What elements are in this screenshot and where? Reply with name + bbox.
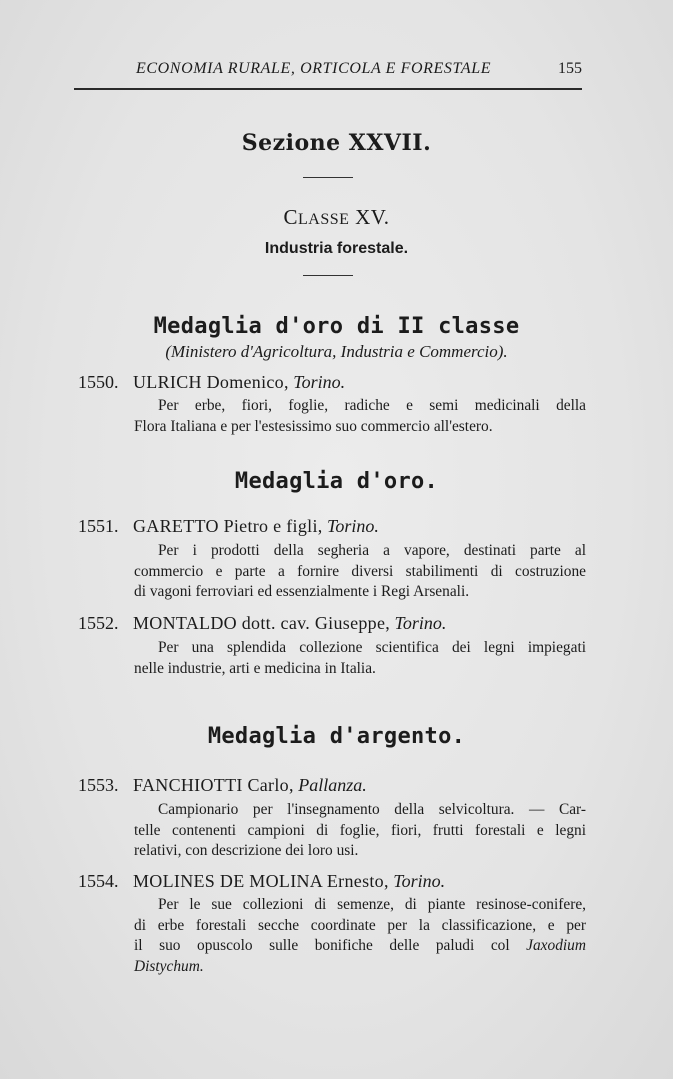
description-line: Per una splendida collezione scientifica dei legni impiegati <box>158 639 586 656</box>
description-line: commercio e parte a fornire diversi stabilimenti di costruzione <box>134 562 586 580</box>
entry-place: Torino. <box>393 871 446 891</box>
description-line: relativi, con descrizione dei loro usi. <box>134 842 359 859</box>
section-title: Sezione XXVII. <box>241 130 432 156</box>
description-line: nelle industrie, arti e medicina in Italia. <box>134 659 376 677</box>
entry-name: GARETTO Pietro e figli, <box>133 516 323 536</box>
description-line <box>134 936 586 957</box>
description-line: Per i prodotti della segheria a vapore, destinati parte al <box>158 542 586 559</box>
entry-description <box>134 541 586 603</box>
running-head-title: ECONOMIA RURALE, ORTICOLA E FORESTALE <box>136 60 492 77</box>
entry-number: 1550. <box>78 372 119 392</box>
description-line: di erbe forestali secche coordinate per la classificazione, e per <box>134 916 586 934</box>
description-line: telle contenenti campioni di foglie, fiori, frutti forestali e legni <box>134 821 586 839</box>
entry-heading <box>78 775 367 796</box>
medal-heading: Medaglia d'oro. <box>234 469 439 494</box>
entry-number: 1553. <box>78 775 119 795</box>
description-line: Per erbe, fiori, foglie, radiche e semi medicinali della <box>158 397 586 414</box>
entry-description <box>134 895 586 977</box>
medal-heading: Medaglia d'oro di II classe <box>153 314 520 339</box>
entry-number: 1552. <box>78 613 119 633</box>
entry-description <box>134 638 586 679</box>
description-line-text: il suo opuscolo sulle bonifiche delle paludi col <box>134 937 527 954</box>
entry-heading <box>78 372 345 393</box>
italic-genus-name: Jaxodium <box>526 937 586 954</box>
divider-rule <box>303 177 353 178</box>
page-number: 155 <box>558 60 582 77</box>
class-number: XV. <box>355 205 390 229</box>
entry-heading <box>78 613 446 634</box>
entry-name: FANCHIOTTI Carlo, <box>133 775 294 795</box>
entry-number: 1554. <box>78 871 119 891</box>
medal-note: (Ministero d'Agricoltura, Industria e Commercio). <box>165 342 508 361</box>
entry-place: Pallanza. <box>298 775 367 795</box>
description-line: Per le sue collezioni di semenze, di piante resinose-conifere, <box>158 896 586 913</box>
entry-heading <box>78 516 379 537</box>
entry-name: ULRICH Domenico, <box>133 372 289 392</box>
header-rule <box>74 88 582 90</box>
entry-place: Torino. <box>394 613 447 633</box>
description-line: di vagoni ferroviari ed essenzialmente i Regi Arsenali. <box>134 583 470 600</box>
running-head <box>74 60 582 82</box>
entry-place: Torino. <box>327 516 379 536</box>
description-line: Campionario per l'insegnamento della selvicoltura. — Car- <box>158 801 586 818</box>
class-label-initial: C <box>283 205 298 229</box>
entry-place: Torino. <box>293 372 346 392</box>
class-title <box>0 205 673 230</box>
entry-description <box>134 800 586 862</box>
medal-heading: Medaglia d'argento. <box>207 724 466 749</box>
entry-number: 1551. <box>78 516 119 536</box>
entry-heading <box>78 871 445 892</box>
entry-name: MOLINES DE MOLINA Ernesto, <box>133 871 389 891</box>
class-label-rest: LASSE <box>297 211 350 228</box>
description-line: Flora Italiana e per l'estesissimo suo commercio all'estero. <box>134 417 493 435</box>
description-line: Distychum. <box>134 957 204 975</box>
divider-rule <box>303 275 353 276</box>
entry-description <box>134 396 586 437</box>
entry-name: MONTALDO dott. cav. Giuseppe, <box>133 613 391 633</box>
class-subtitle: Industria forestale. <box>264 240 409 257</box>
